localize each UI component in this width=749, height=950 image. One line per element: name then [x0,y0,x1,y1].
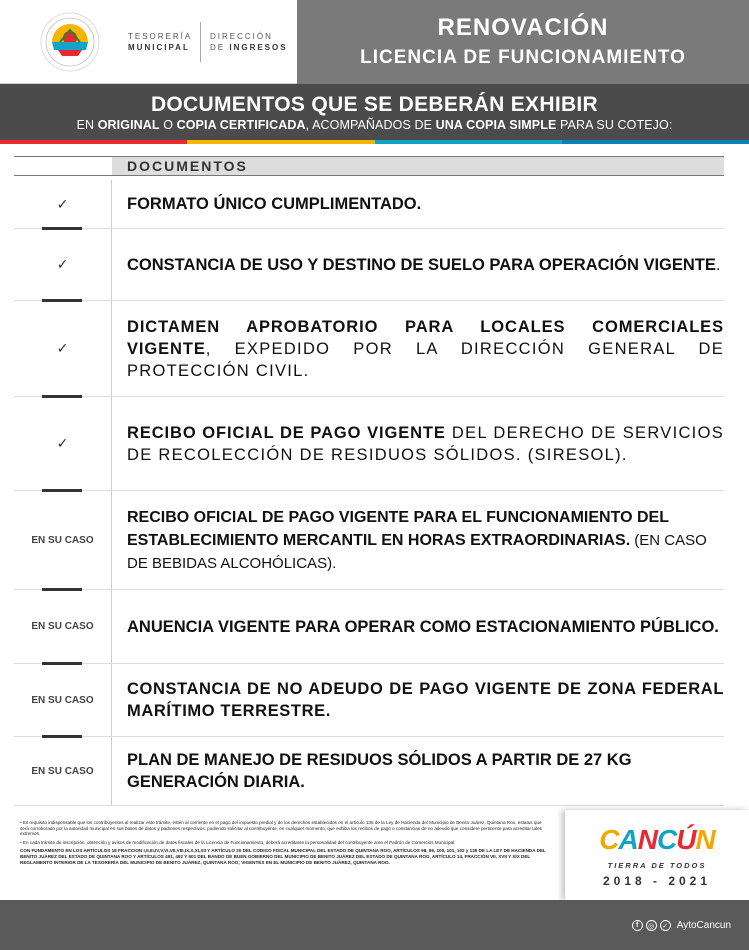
table-row [14,491,724,589]
social-links [632,920,731,931]
row-marker: EN SU CASO [14,737,112,805]
table-row [14,229,724,300]
cancun-wordmark [565,824,749,856]
table-row [14,397,724,490]
cancun-letter: N [637,824,657,855]
cancun-letter: A [618,824,638,855]
table-row [14,301,724,396]
row-rest: . [715,255,722,274]
stripe-yellow [187,140,374,144]
band-sub-4: COPIA CERTIFICADA [176,118,306,132]
page-title: RENOVACIÓN [437,14,609,41]
band-sub-1: EN [76,118,98,132]
cancun-brand [565,810,749,900]
cancun-letters [599,824,714,856]
row-text [127,491,724,589]
row-marker [14,229,112,300]
org-line2b-pre: DE [210,43,230,52]
row-text [127,229,724,300]
table-row [14,664,724,736]
row-bold: DICTAMEN APROBATORIO PARA LOCALES COMERCIALES VIGENTE [127,317,724,358]
table-row [14,590,724,663]
cancun-letter: Ú [676,824,696,855]
header-divider [200,22,201,62]
table-header-label: DOCUMENTOS [112,156,724,176]
legal-basis: CON FUNDAMENTO EN LOS ARTÍCULOS 18 FRACCION I,II,III,IV,V,VI,VII,VIII,IX,X,XI,XII Y ARTÍCULO 20 DEL CODIGO FISCAL MUNICIPAL DEL ESTADO DE QUINTANA ROO, ARTÍCULOS 98, 99, 100, 101, 102 y 135 DE LA LEY DE HACIENDA DEL BENITO JUÁREZ DEL ESTADO DE QUINTANA ROO Y ARTÍCULOS 491, 492 Y 501 DEL BANDO DE BUEN GOBIERNO DEL MUNICIPIO DE BENITO JUÁREZ DEL ESTADO DE QUINTANA ROO, ARTÍCULO 14, FRACCIÓN VII, XVII Y XIX DEL REGLAMENTO INTERIOR DE LA TESORERÍA DEL MUNICIPIO DE BENITO JUÁREZ, QUINTANA ROO; VIGENTES EN EL MUNICIPIO DE BENITO JUÁREZ, QUINTANA ROO. [20,848,546,865]
facebook-icon[interactable]: f [632,920,643,931]
row-rest: , EXPEDIDO POR LA DIRECCIÓN GENERAL DE PROTECCIÓN CIVIL. [127,339,724,380]
cancun-letter: C [599,824,619,855]
note-1: • Es requisito indispensable que los contribuyentes al realizar este trámite, estén al corriente en el pago del impuesto predial y de los derechos establecidos en el artículo 135 de la Ley de Hacienda del Municipio de Benito Juárez, Quintana Roo, estatus que será corroborado por la autoridad municipal en sus bases de datos y padrones respectivos, pudiendo solicitar al contribuyente, en cualquier momento, que exhiba los recibos de pago o constancias de no adeudo que considere pertinente para acreditar tales extremos. [20,820,542,837]
band-subtitle [0,118,749,132]
row-marker [14,180,112,228]
title-box [297,0,749,84]
row-bold: RECIBO OFICIAL DE PAGO VIGENTE PARA EL FUNCIONAMIENTO DEL ESTABLECIMIENTO MERCANTIL EN HORAS EXTRAORDINARIAS. [127,508,669,549]
org-tesoreria [128,31,192,53]
page-subtitle: LICENCIA DE FUNCIONAMIENTO [360,47,686,68]
row-text [127,180,724,228]
row-text [127,737,724,805]
instructions-band [0,84,749,140]
row-marker: EN SU CASO [14,664,112,736]
table-row [14,180,724,228]
row-bold: ANUENCIA VIGENTE PARA OPERAR COMO ESTACIONAMIENTO PÚBLICO. [127,617,719,636]
row-bold: CONSTANCIA DE USO Y DESTINO DE SUELO PARA OPERACIÓN VIGENTE [127,255,716,274]
check-icon: ✓ [56,256,69,272]
band-sub-2: ORIGINAL [97,118,160,132]
row-marker [14,301,112,396]
org-line1a: TESORERÍA [128,32,193,41]
band-sub-5: , ACOMPAÑADOS DE [305,118,436,132]
table-header-left [14,156,112,176]
cancun-letter: N [695,824,715,855]
brand-tagline: TIERRA DE TODOS [607,861,707,870]
row-marker: EN SU CASO [14,491,112,589]
org-direccion [210,31,288,53]
band-sub-3: O [159,118,177,132]
stripe-red [0,140,187,144]
row-marker: EN SU CASO [14,590,112,663]
brand-years: 2018 - 2021 [602,874,712,888]
check-icon: ✓ [56,340,69,356]
color-stripe [0,140,749,144]
documents-table-header [14,156,724,176]
row-bold: PLAN DE MANEJO DE RESIDUOS SÓLIDOS A PARTIR DE 27 KG GENERACIÓN DIARIA. [127,751,632,791]
instagram-icon[interactable]: ◎ [646,920,657,931]
social-handle[interactable]: AytoCancun [676,920,731,931]
band-sub-7: PARA SU COTEJO: [556,118,673,132]
row-text [127,397,724,490]
note-2-text: En cada trámite de inscripción, obtención y avisos de modificación de datos fiscales de la Licencia de Funcionamiento, deberá acreditarse la personalidad del contribuyente ante el Padrón de Comercios Municipal. [22,839,456,845]
stripe-blue [562,140,749,144]
footer-notes [20,820,550,868]
check-icon: ✓ [56,195,69,212]
row-text [127,664,724,736]
row-text [127,301,724,396]
org-line1b: MUNICIPAL [128,43,190,52]
table-row [14,737,724,805]
note-2: • En cada trámite de inscripción, obtención y avisos de modificación de datos fiscales de la Licencia de Funcionamiento, deberá acreditarse la personalidad del contribuyente ante el Padrón de Comercios Municipal. [20,839,456,845]
org-line2b: INGRESOS [229,43,288,52]
row-rest: DEL DERECHO DE SERVICIOS DE RECOLECCIÓN DE RESIDUOS SÓLIDOS. (SIRESOL). [127,423,725,464]
logo-area [0,0,297,84]
stripe-cyan [375,140,562,144]
check-icon: ✓ [56,435,69,451]
row-bold: RECIBO OFICIAL DE PAGO VIGENTE [127,423,446,442]
row-text [127,590,724,663]
row-rest: (EN CASO DE BEBIDAS ALCOHÓLICAS). [127,531,707,572]
org-line2a: DIRECCIÓN [210,32,273,41]
note-1-text: Es requisito indispensable que los contribuyentes al realizar este trámite, estén al corriente en el pago del impuesto predial y de los derechos establecidos en el artículo 135 de la Ley de Hacienda del Municipio de Benito Juárez, Quintana Roo, estatus que será corroborado por la autoridad municipal en sus bases de datos y padrones respectivos, pudiendo solicitar al contribuyente, en cualquier momento, que exhiba los recibos de pago o constancias de no adeudo que considere pertinente para acreditar tales extremos. [20,820,542,837]
band-sub-6: UNA COPIA SIMPLE [435,118,557,132]
row-bold: CONSTANCIA DE NO ADEUDO DE PAGO VIGENTE DE ZONA FEDERAL MARÍTIMO TERRESTRE. [127,680,724,720]
row-separator [14,805,724,806]
row-marker [14,397,112,490]
row-bold: FORMATO ÚNICO CUMPLIMENTADO. [127,195,422,213]
header [0,0,749,84]
twitter-icon[interactable]: ✓ [660,920,671,931]
municipal-seal-logo [40,12,100,72]
band-title: DOCUMENTOS QUE SE DEBERÁN EXHIBIR [150,93,599,116]
bottom-bar [0,900,749,950]
cancun-letter: C [657,824,677,855]
